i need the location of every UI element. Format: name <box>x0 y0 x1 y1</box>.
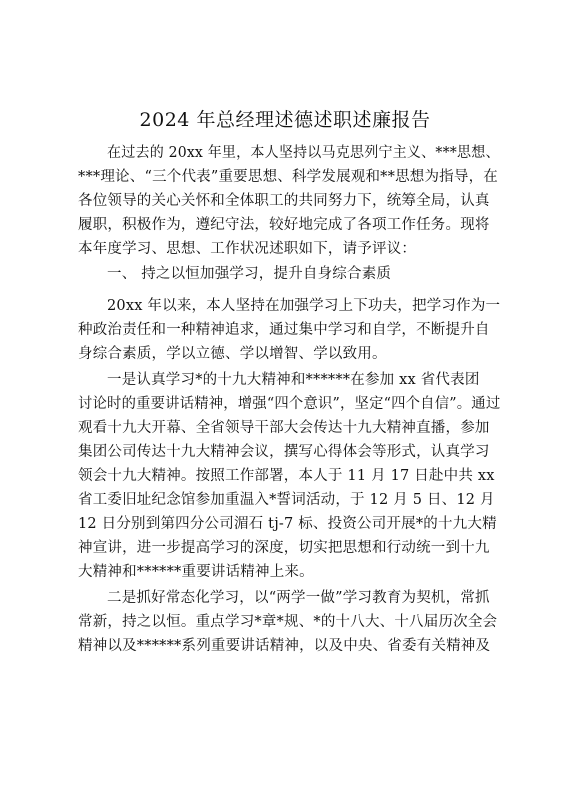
body-line: 身综合素质，学以立德、学以增智、学以致用。 <box>78 346 387 362</box>
section-heading: 一、 持之以恒加强学习，提升自身综合素质 <box>107 266 392 282</box>
body-line: 12 日分别到第四分公司湄石 tj-7 标、投资公司开展*的十九大精 <box>78 516 497 532</box>
body-line: 在过去的 20xx 年里，本人坚持以马克思列宁主义、***思想、 <box>107 145 500 161</box>
body-line: 各位领导的关心关怀和全体职工的共同努力下，统筹全局，认真 <box>78 193 490 209</box>
body-line: 常新，持之以恒。重点学习*章*规、*的十八大、十八届历次全会 <box>78 614 498 630</box>
body-line: 履职，积极作为，遵纪守法，较好地完成了各项工作任务。现将 <box>78 217 490 233</box>
body-line: 20xx 年以来，本人坚持在加强学习上下功夫，把学习作为一 <box>107 298 501 314</box>
document-title: 2024 年总经理述德述职述廉报告 <box>139 109 431 131</box>
body-line: 种政治责任和一种精神追求，通过集中学习和自学，不断提升自 <box>78 322 490 338</box>
body-line: 集团公司传达十九大精神会议，撰写心得体会等形式，认真学习 <box>78 444 490 460</box>
body-line: 二是抓好常态化学习，以“两学一做”学习教育为契机，常抓 <box>107 590 490 606</box>
body-line: 观看十九大开幕、全省领导干部大会传达十九大精神直播，参加 <box>78 420 490 436</box>
body-line: 讨论时的重要讲话精神，增强“四个意识”，坚定“四个自信”。通过 <box>78 396 501 412</box>
body-line: 精神以及******系列重要讲话精神，以及中央、省委有关精神及 <box>78 638 491 654</box>
body-line: 大精神和******重要讲话精神上来。 <box>78 564 314 580</box>
body-line: 一是认真学习*的十九大精神和******在参加 xx 省代表团 <box>107 372 480 388</box>
body-line: 省工委旧址纪念馆参加重温入*誓词活动，于 12 月 5 日、12 月 <box>78 492 495 508</box>
body-line: 领会十九大精神。按照工作部署，本人于 11 月 17 日赴中共 xx <box>78 468 495 484</box>
body-line: 神宣讲，进一步提高学习的深度，切实把思想和行动统一到十九 <box>78 540 490 556</box>
body-line: ***理论、“三个代表”重要思想、科学发展观和**思想为指导，在 <box>78 169 498 185</box>
body-line: 本年度学习、思想、工作状况述职如下，请予评议： <box>78 241 417 257</box>
